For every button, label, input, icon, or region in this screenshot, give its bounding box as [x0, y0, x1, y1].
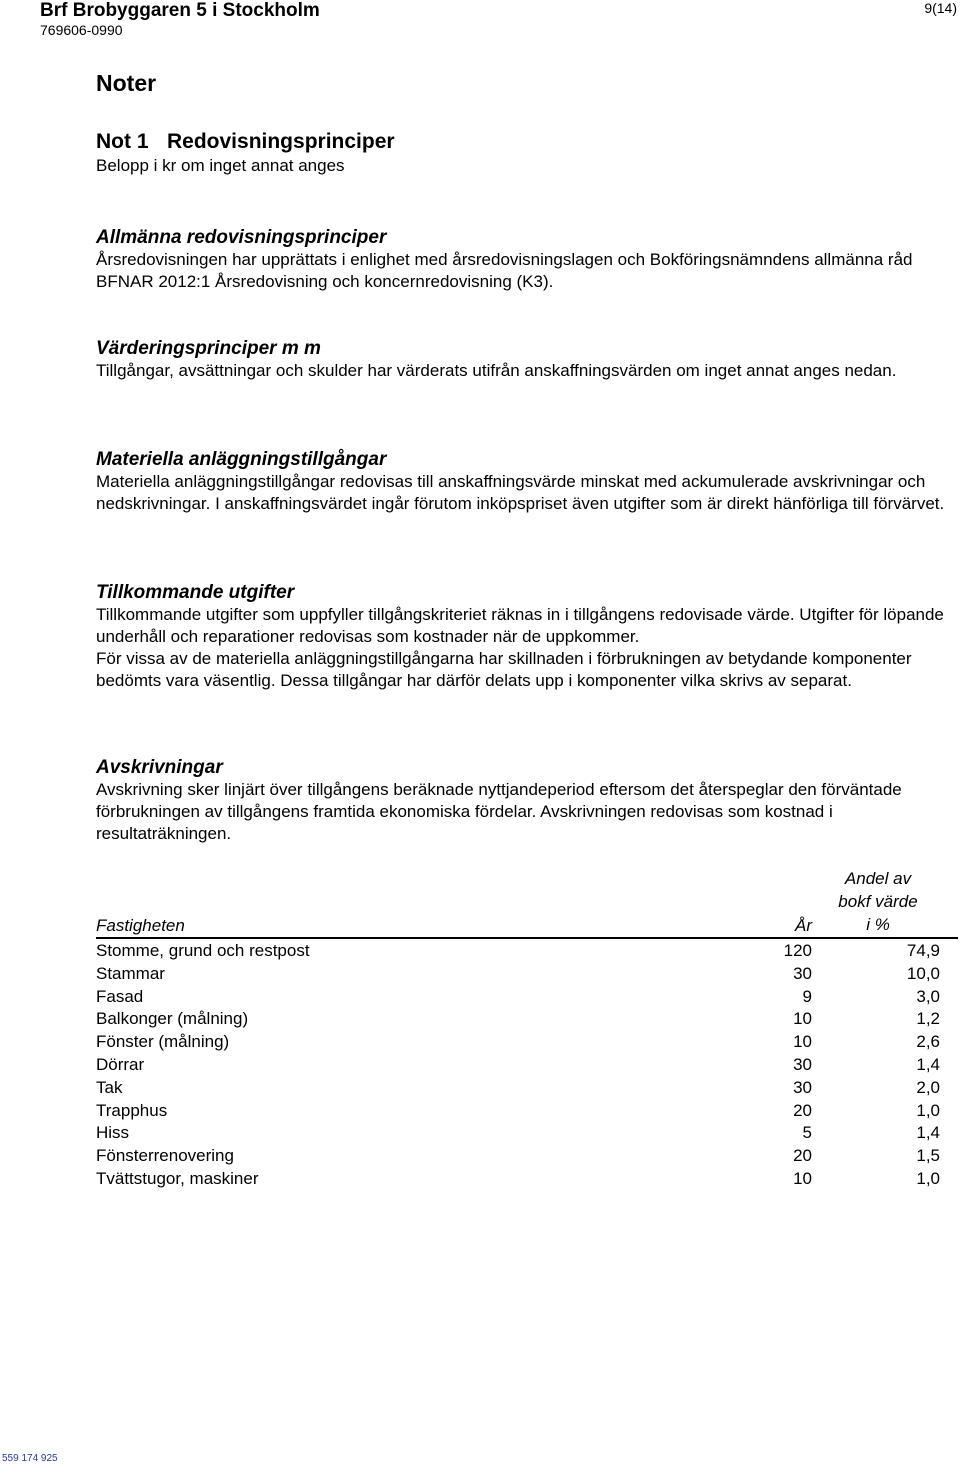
- table-row: [96, 1100, 958, 1123]
- row-share: 74,9: [906, 941, 940, 960]
- row-share: 2,6: [916, 1032, 940, 1052]
- row-years: 9: [802, 986, 812, 1006]
- section-heading: Avskrivningar: [96, 757, 223, 778]
- page-number: 9(14): [924, 0, 957, 16]
- section-text: Tillkommande utgifter som uppfyller tillgångskriteriet räknas in i tillgångens redovisade värde. Utgifter för löpande underhåll och reparationer redovisas som kostnader när de uppkommer.: [96, 605, 944, 646]
- footer-id: 559 174 925: [2, 1453, 58, 1464]
- section-heading: Materiella anläggningstillgångar: [96, 449, 387, 470]
- organization-number: 769606-0990: [40, 22, 123, 38]
- row-name: Balkonger (målning): [96, 1009, 249, 1029]
- table-row: [96, 986, 958, 1009]
- row-share: 1,4: [916, 1123, 940, 1143]
- section-text-2: För vissa av de materiella anläggningstillgångarna har skillnaden i förbrukningen av betydande komponenter bedömts vara väsentlig. Dessa tillgångar har därför delats upp i komponenter vilka skrivs av separat.: [96, 649, 912, 690]
- section-text: Årsredovisningen har upprättats i enlighet med årsredovisningslagen och Bokföringsnämndens allmänna råd BFNAR 2012:1 Årsredovisning och koncernredovisning (K3).: [96, 250, 913, 291]
- row-name: Hiss: [96, 1123, 130, 1143]
- section-text: Tillgångar, avsättningar och skulder har värderats utifrån anskaffningsvärden om inget annat anges nedan.: [96, 361, 897, 380]
- column-header-property: Fastigheten: [96, 916, 185, 935]
- row-share: 1,0: [916, 1168, 940, 1188]
- table-row: [96, 1145, 958, 1168]
- row-name: Fönsterrenovering: [96, 1146, 234, 1166]
- note-subtitle: Belopp i kr om inget annat anges: [96, 156, 345, 175]
- section-tangible-assets: [96, 449, 958, 515]
- row-name: Tak: [96, 1077, 123, 1097]
- table-row: [96, 1031, 958, 1054]
- table-row: [96, 1168, 958, 1191]
- row-share: 1,5: [916, 1146, 940, 1166]
- section-valuation-principles: [96, 338, 958, 382]
- row-years: 10: [793, 1009, 812, 1029]
- section-text: Avskrivning sker linjärt över tillgångens beräknade nyttjandeperiod eftersom det återspeglar den förväntade förbrukningen av tillgångens framtida ekonomiska fördelar. Avskrivningen redovisas som kostnad i resultaträkningen.: [96, 780, 902, 843]
- depreciation-table: [96, 866, 958, 1191]
- section-general-principles: [96, 227, 958, 293]
- row-name: Dörrar: [96, 1054, 145, 1074]
- column-header-share-line2: bokf värde: [838, 892, 918, 911]
- row-name: Tvättstugor, maskiner: [96, 1168, 259, 1188]
- row-share: 1,0: [916, 1100, 940, 1120]
- row-years: 10: [793, 1168, 812, 1188]
- section-heading: Allmänna redovisningsprinciper: [96, 227, 387, 248]
- row-years: 30: [793, 1054, 812, 1074]
- row-name: Trapphus: [96, 1100, 168, 1120]
- row-years: 20: [793, 1146, 812, 1166]
- row-share: 3,0: [916, 986, 940, 1006]
- note-heading: [96, 130, 395, 154]
- row-name: Stammar: [96, 963, 165, 983]
- section-heading: Värderingsprinciper m m: [96, 338, 321, 359]
- section-additional-expenses: [96, 582, 958, 692]
- row-share: 10,0: [906, 963, 940, 983]
- note-number: Not 1: [96, 130, 149, 153]
- column-header-years: År: [795, 916, 812, 935]
- column-header-share: [830, 867, 926, 936]
- column-header-share-line1: Andel av: [844, 869, 912, 888]
- row-share: 1,2: [916, 1009, 940, 1029]
- row-years: 10: [793, 1032, 812, 1052]
- table-row: [96, 1008, 958, 1031]
- section-depreciation: [96, 757, 958, 845]
- row-years: 20: [793, 1100, 812, 1120]
- table-row: [96, 940, 958, 963]
- organization-name: Brf Brobyggaren 5 i Stockholm: [40, 0, 320, 21]
- row-years: 30: [793, 963, 812, 983]
- note-title: Redovisningsprinciper: [167, 130, 395, 153]
- row-years: 30: [793, 1077, 812, 1097]
- row-share: 1,4: [916, 1054, 940, 1074]
- row-name: Fasad: [96, 986, 144, 1006]
- table-row: [96, 1122, 958, 1145]
- table-row: [96, 963, 958, 986]
- section-heading: Tillkommande utgifter: [96, 582, 295, 603]
- column-header-share-line3: i %: [866, 915, 890, 934]
- row-name: Fönster (målning): [96, 1032, 230, 1052]
- page-title: Noter: [96, 70, 157, 96]
- row-years: 120: [783, 941, 812, 960]
- table-header: [96, 866, 958, 939]
- table-body: [96, 939, 958, 1191]
- row-years: 5: [802, 1123, 812, 1143]
- table-row: [96, 1077, 958, 1100]
- table-row: [96, 1054, 958, 1077]
- row-share: 2,0: [916, 1077, 940, 1097]
- row-name: Stomme, grund och restpost: [96, 941, 310, 960]
- section-text: Materiella anläggningstillgångar redovisas till anskaffningsvärde minskat med ackumulerade avskrivningar och nedskrivningar. I anskaffningsvärdet ingår förutom inköpspriset även utgifter som är direkt hänförliga till förvärvet.: [96, 472, 945, 513]
